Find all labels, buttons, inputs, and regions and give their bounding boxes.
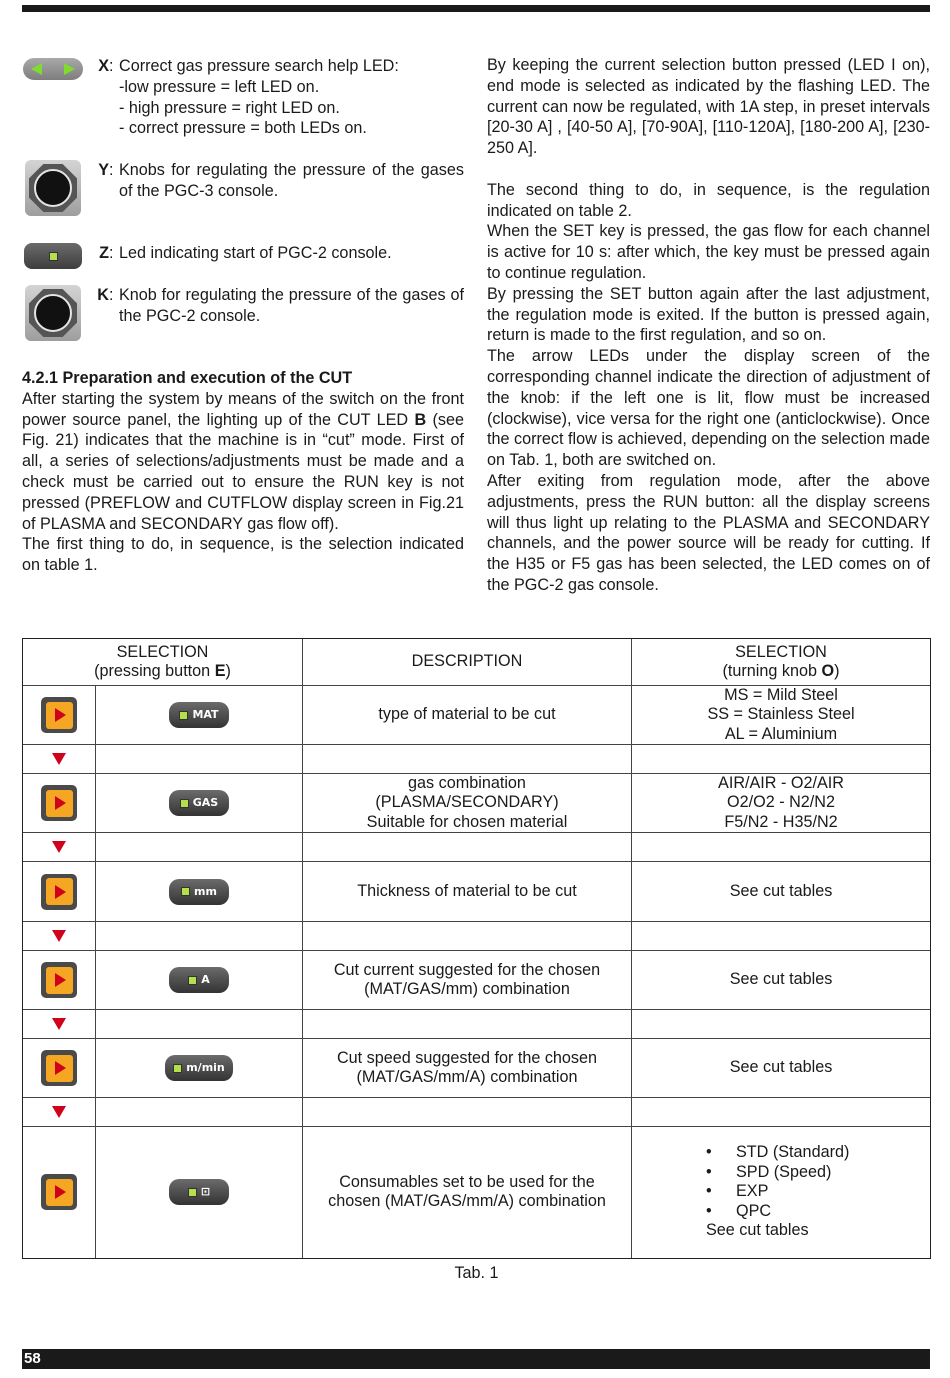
header-selection-button: SELECTION (pressing button E): [94, 642, 231, 680]
arrow-down-icon: [52, 1106, 66, 1118]
pressure-knob-icon: [25, 160, 81, 216]
table-row-knob-values: • STD (Standard) • SPD (Speed) • EXP • QPC See cut tables: [632, 1127, 930, 1257]
legend-z: Z : Led indicating start of PGC-2 console.: [22, 243, 464, 269]
legend-letter: Y: [98, 161, 109, 179]
footer-bar: [22, 1349, 930, 1369]
arrow-down-icon: [52, 841, 66, 853]
legend-line: Led indicating start of PGC-2 console.: [119, 244, 392, 262]
header-selection-knob: SELECTION (turning knob O): [722, 642, 840, 680]
table-row-knob-values: See cut tables: [729, 881, 833, 900]
table-row-button: [23, 774, 95, 832]
mat-led-icon: MAT: [169, 702, 229, 728]
legend-letter: K: [97, 286, 109, 304]
legend-line: Knobs for regulating the pressure of the gases of the PGC-3 console.: [119, 161, 464, 200]
table-row-description: Cut current suggested for the chosen (MAT/GAS/mm) combination: [333, 960, 601, 998]
table-row-knob-values: See cut tables: [729, 970, 833, 989]
table-row-description: Thickness of material to be cut: [357, 881, 577, 900]
list-item: • QPC: [706, 1202, 849, 1222]
section-paragraph: After starting the system by means of the switch on the front power source panel, the lighting up of the CUT LED B (see Fig. 21) indicates that the machine is in “cut” mode. First of all, a series of selections/adjustments must be made and a check must be carried out to ensure the RUN key is not pressed (PREFLOW and CUTFLOW display screen in Fig.21 of PLASMA and SECONDARY gas flow off).: [22, 389, 464, 533]
list-item: • EXP: [706, 1182, 849, 1202]
play-button-icon: [41, 1174, 77, 1210]
legend-line: Correct gas pressure search help LED:: [119, 57, 399, 75]
paragraph: After exiting from regulation mode, after the above adjustments, press the RUN button: all the display screens will thus light up relating to the PLASMA and SECONDARY channels, and the power source will be ready for cutting. If the H35 or F5 gas has been selected, the LED comes on of the PGC-2 gas console.: [487, 471, 930, 594]
gas-led-icon: GAS: [169, 790, 229, 816]
play-button-icon: [41, 697, 77, 733]
table-row-button: [23, 686, 95, 744]
arrow-down-icon: [52, 753, 66, 765]
legend-letter: X: [98, 57, 109, 75]
table-row-button: [23, 951, 95, 1009]
table-caption: Tab. 1: [454, 1264, 499, 1282]
mm-led-icon: mm: [169, 879, 229, 905]
play-button-icon: [41, 874, 77, 910]
table-row-description: type of material to be cut: [378, 705, 556, 724]
play-button-icon: [41, 1050, 77, 1086]
table-row-knob-values: See cut tables: [729, 1058, 833, 1077]
right-column: [487, 55, 930, 596]
pressure-knob-icon: [25, 285, 81, 341]
legend-letter: Z: [99, 244, 109, 262]
table-row-description: gas combination (PLASMA/SECONDARY) Suitable for chosen material: [366, 773, 568, 831]
arrow-down-icon: [52, 1018, 66, 1030]
consumables-list: [706, 1143, 849, 1221]
table-row-button: [23, 862, 95, 921]
gas-pressure-leds-icon: [23, 58, 83, 80]
table-row-knob-values: MS = Mild Steel SS = Stainless Steel AL = Aluminium: [707, 685, 855, 743]
table-row-description: Cut speed suggested for the chosen (MAT/GAS/mm/A) combination: [336, 1048, 598, 1086]
section-paragraph: The first thing to do, in sequence, is the selection indicated on table 1.: [22, 535, 464, 575]
arrow-down-icon: [52, 930, 66, 942]
top-rule: [22, 5, 930, 12]
legend-line: - high pressure = right LED on.: [119, 98, 340, 117]
legend-y: Y : Knobs for regulating the pressure of the gases of the PGC-3 console.: [22, 160, 464, 216]
paragraph: By keeping the current selection button pressed (LED I on), end mode is selected as indicated by the flashing LED. The current can now be regulated, with 1A step, in preset intervals [20-30 A] , [40-50 A], [70-90A], [110-120A], [180-200 A], [230-250 A].: [487, 56, 930, 158]
page-number: 58: [24, 1350, 41, 1367]
selection-table: [22, 638, 931, 1259]
list-item: • SPD (Speed): [706, 1163, 849, 1183]
current-led-icon: A: [169, 967, 229, 993]
play-button-icon: [41, 785, 77, 821]
legend-x: X : Correct gas pressure search help LED: -low pressure = left LED on. - high pressure = right LED on. - correct pressure = both LEDs on.: [22, 56, 464, 139]
paragraph: By pressing the SET button again after the last adjustment, the regulation mode is exited. If the button is pressed again, return is made to the first regulation, and so on.: [487, 284, 930, 345]
consumables-led-icon: ⊡: [169, 1179, 229, 1205]
section-title: 4.2.1 Preparation and execution of the CUT: [22, 369, 353, 387]
header-description: DESCRIPTION: [411, 652, 523, 671]
list-item: • STD (Standard): [706, 1143, 849, 1163]
table-row-description: Consumables set to be used for the chosen (MAT/GAS/mm/A) combination: [328, 1172, 606, 1210]
legend-line: -low pressure = left LED on.: [119, 77, 320, 96]
speed-led-icon: m/min: [165, 1055, 233, 1081]
table-row-knob-values: AIR/AIR - O2/AIR O2/O2 - N2/N2 F5/N2 - H35/N2: [718, 773, 844, 831]
section-4-2-1: [22, 368, 464, 576]
left-column: [22, 56, 464, 616]
paragraph: The second thing to do, in sequence, is the regulation indicated on table 2.: [487, 180, 930, 220]
paragraph: When the SET key is pressed, the gas flow for each channel is active for 10 s: after which, the key must be pressed again to continue regulation.: [487, 222, 930, 282]
play-button-icon: [41, 962, 77, 998]
start-led-icon: [24, 243, 82, 269]
table-row-button: [23, 1127, 95, 1257]
table-row-button: [23, 1039, 95, 1097]
legend-k: K : Knob for regulating the pressure of the gases of the PGC-2 console.: [22, 285, 464, 341]
legend-line: - correct pressure = both LEDs on.: [119, 119, 367, 138]
legend-line: Knob for regulating the pressure of the gases of the PGC-2 console.: [119, 286, 464, 325]
paragraph: The arrow LEDs under the display screen of the corresponding channel indicate the direction of adjustment of the knob: if the left one is lit, flow must be increased (clockwise), vice versa for the right one (anticlockwise). Once the correct flow is achieved, depending on the selection made on Tab. 1, both are switched on.: [487, 347, 930, 470]
